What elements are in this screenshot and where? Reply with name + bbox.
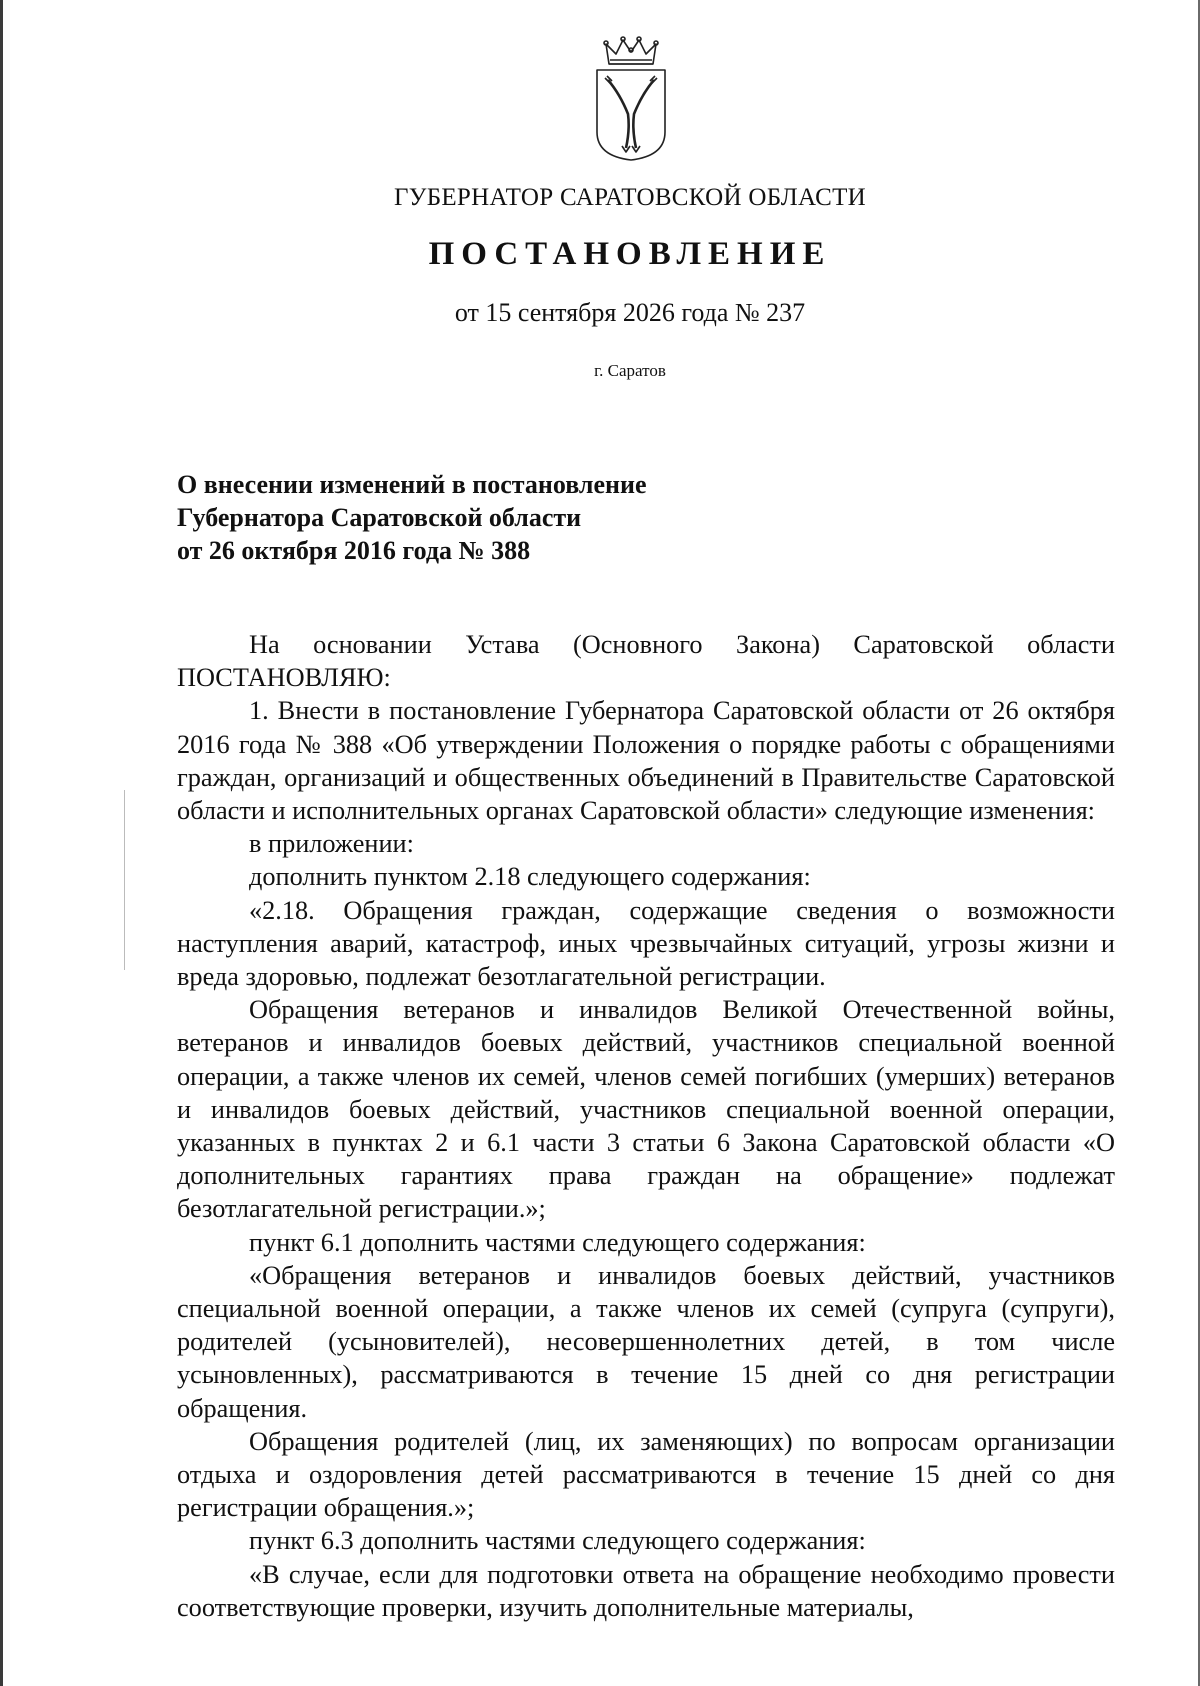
body-paragraph: На основании Устава (Основного Закона) Саратовской области ПОСТАНОВЛЯЮ:	[177, 630, 1115, 693]
title-line: О внесении изменений в постановление	[177, 470, 647, 499]
body-paragraph: дополнить пунктом 2.18 следующего содержания:	[249, 862, 811, 892]
body-paragraph: «Обращения ветеранов и инвалидов боевых действий, участников специальной военной операции, а также членов их семей (супруга (супруги), родителей (усыновителей), несовершеннолетних детей, в том числе усыновленных), рассматриваются в течение 15 дней со дня регистрации обращения.	[177, 1260, 1115, 1423]
issuer-heading: ГУБЕРНАТОР САРАТОВСКОЙ ОБЛАСТИ	[393, 184, 867, 211]
title-line: Губернатора Саратовской области	[177, 503, 582, 532]
coat-of-arms-icon	[592, 34, 670, 162]
title-line: от 26 октября 2016 года № 388	[177, 536, 531, 565]
body-paragraph: «В случае, если для подготовки ответа на обращение необходимо провести соответствующие проверки, изучить дополнительные материалы,	[177, 1559, 1115, 1622]
body-paragraph: «2.18. Обращения граждан, содержащие сведения о возможности наступления аварий, катастроф, иных чрезвычайных ситуаций, угрозы жизни и вреда здоровью, подлежат безотлагательной регистрации.	[177, 895, 1115, 992]
document-title	[177, 468, 647, 567]
document-city: г. Саратов	[594, 361, 666, 380]
document-body	[177, 628, 1115, 1624]
scan-artifact	[124, 790, 125, 970]
body-paragraph: 1. Внести в постановление Губернатора Саратовской области от 26 октября 2016 года № 388 «Об утверждении Положения о порядке работы с обращениями граждан, организаций и общественных объединений в Правительстве Саратовской области и исполнительных органах Саратовской области» следующие изменения:	[177, 696, 1115, 826]
body-paragraph: Обращения родителей (лиц, их заменяющих) по вопросам организации отдыха и оздоровления детей рассматриваются в течение 15 дней со дня регистрации обращения.»;	[177, 1426, 1115, 1523]
body-paragraph: Обращения ветеранов и инвалидов Великой Отечественной войны, ветеранов и инвалидов боевых действий, участников специальной военной операции, а также членов их семей, членов семей погибших (умерших) ветеранов и инвалидов боевых действий, участников специальной военной операции, указанных в пунктах 2 и 6.1 части 3 статьи 6 Закона Саратовской области «О дополнительных гарантиях права граждан на обращение» подлежат безотлагательной регистрации.»;	[177, 995, 1115, 1224]
body-paragraph: пункт 6.1 дополнить частями следующего содержания:	[249, 1227, 866, 1257]
document-date-number: от 15 сентября 2026 года № 237	[454, 298, 806, 327]
document-type: ПОСТАНОВЛЕНИЕ	[428, 236, 832, 272]
body-paragraph: пункт 6.3 дополнить частями следующего содержания:	[249, 1526, 866, 1556]
body-paragraph: в приложении:	[249, 829, 414, 859]
